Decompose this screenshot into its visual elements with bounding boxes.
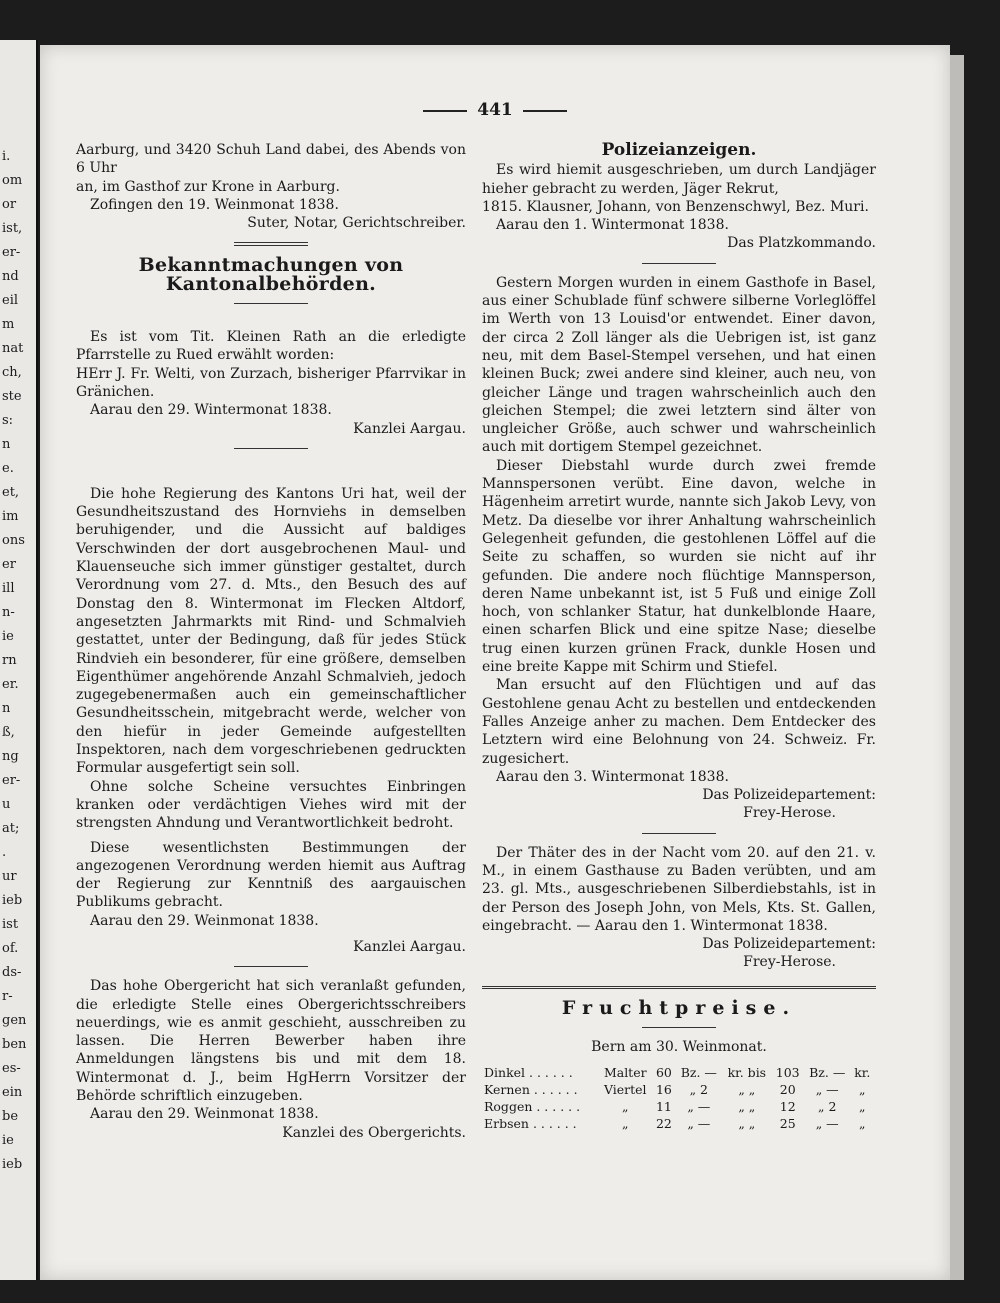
notice2-date: Aarau den 29. Weinmonat 1838. [90,912,319,929]
strip-fragment: n [2,701,11,716]
divider [642,1027,716,1028]
divider [234,303,308,304]
table-cell: „ [859,1116,866,1132]
strip-fragment: ie [2,629,14,644]
divider [234,448,308,449]
strip-fragment: or [2,197,17,212]
strip-fragment: im [2,509,19,524]
page-header [40,100,950,120]
table-cell: „ [859,1082,866,1098]
notice3-signature: Kanzlei des Obergerichts. [282,1124,466,1141]
police2-signature-2: Frey-Herose. [743,805,836,822]
police1-text: Es wird hiemit ausgeschrieben, um durch Landjäger hieher gebracht zu werden, Jäger Rekrut, [482,162,876,197]
table-cell: 25 [779,1116,796,1132]
strip-fragment: ng [2,749,19,764]
strip-fragment: rn [2,653,17,668]
strip-fragment: es- [2,1061,21,1076]
notice2-paragraph-3: Diese wesentlichsten Bestimmungen der angezogenen Verordnung werden hiemit aus Auftrag der Regierung zur Kenntniß des aargauischen Publikums gebracht. [76,839,466,911]
table-cell: „ [622,1116,629,1132]
right-column [482,141,876,1132]
strip-fragment: m [2,317,15,332]
table-cell: Bz. — [809,1065,846,1081]
strip-fragment: om [2,173,23,188]
divider [642,263,716,264]
strip-fragment: be [2,1109,19,1124]
table-cell: Viertel [603,1082,647,1098]
strip-fragment: ch, [2,365,22,380]
table-row [482,1115,874,1132]
table-cell: Malter [603,1065,647,1081]
table-cell: „ [622,1099,629,1115]
police1-date: Aarau den 1. Wintermonat 1838. [496,217,729,234]
prices-table [482,1064,874,1132]
newspaper-page [40,45,950,1280]
strip-fragment: i. [2,149,11,164]
header-dash-left [423,110,467,112]
strip-fragment: r- [2,989,13,1004]
strip-fragment: at; [2,821,20,836]
strip-fragment: e. [2,461,14,476]
strip-fragment: nat [2,341,24,356]
police1-signature: Das Platzkommando. [727,235,876,252]
police3-signature-1: Das Polizeidepartement: [702,936,876,953]
header-dash-right [523,110,567,112]
strip-fragment: nd [2,269,19,284]
table-cell: „ — [687,1116,711,1132]
table-cell: kr. bis [727,1065,767,1081]
police2-signature-1: Das Polizeidepartement: [702,787,876,804]
table-row [482,1081,874,1098]
strip-fragment: er [2,557,16,572]
table-cell: 60 [655,1065,672,1081]
divider [642,833,716,834]
adjacent-page-strip [0,40,38,1280]
police3-signature-2: Frey-Herose. [743,954,836,971]
table-cell: 103 [775,1065,800,1081]
notice2-paragraph-1: Die hohe Regierung des Kantons Uri hat, weil der Gesundheitszustand des Hornviehs in demselben beruhigender, und die Aussicht auf baldiges Verschwinden der dort ausgebrochenen Maul- und Klauenseuche sich immer günstiger gestaltet, durch Verordnung vom 27. d. Mts., den Besuch des auf Donstag den 8. Wintermonat im Flecken Altdorf, angesetzten Jahrmarkts mit Rind- und Schmalvieh gestattet, unter der Bedingung, daß für jedes Stück Rindvieh ein besonderer, für eine größere, demselben Eigenthümer angehörende Anzahl Schmalvieh, jedoch zugegebenermaßen auch ein gemeinschaftlicher Gesundheitsschein, mitgebracht werde, welcher von den hiefür in jeder Gemeinde aufgestellten Inspektoren, nach dem vorgeschriebenen gedruckten Formular ausgefertigt sein soll. [76,485,466,777]
table-cell: „ [859,1099,866,1115]
police2-paragraph-3: Man ersucht auf den Flüchtigen und auf das Gestohlene genau Acht zu bestellen und entdeckenden Falles Anzeige anher zu machen. Dem Entdecker des Letztern wird eine Belohnung von 24. Schweiz. Fr. zugesichert. [482,677,876,767]
strip-fragment: n- [2,605,15,620]
strip-fragment: ieb [2,893,23,908]
notice1-text: Es ist vom Tit. Kleinen Rath an die erledigte Pfarrstelle zu Rued erwählt worden: [76,329,466,364]
page-number: 441 [477,100,513,120]
table-cell: „ — [815,1116,839,1132]
table-cell: Bz. — [680,1065,717,1081]
strip-fragment: ist, [2,221,23,236]
prices-heading: Fruchtpreise. [561,996,797,1019]
table-cell: kr. [854,1065,871,1081]
table-cell: „ „ [738,1099,756,1115]
strip-fragment: of. [2,941,19,956]
strip-fragment: ieb [2,1157,23,1172]
prices-subheading: Bern am 30. Weinmonat. [591,1039,767,1056]
divider [234,966,308,967]
table-row [482,1098,874,1115]
strip-fragment: er- [2,245,21,260]
strip-fragment: er. [2,677,19,692]
table-cell: 20 [779,1082,796,1098]
strip-fragment: ein [2,1085,23,1100]
notice2-signature: Kanzlei Aargau. [353,938,466,955]
table-cell: „ 2 [689,1082,708,1098]
table-cell: 12 [779,1099,796,1115]
table-row [482,1064,874,1081]
notice1-person: HErr J. Fr. Welti, von Zurzach, bisheriger Pfarrvikar in Gränichen. [76,365,466,400]
strip-fragment: u [2,797,11,812]
table-cell: 22 [655,1116,672,1132]
intro-line-2: an, im Gasthof zur Krone in Aarburg. [76,178,340,195]
strip-fragment: . [2,845,7,860]
page-edge [950,55,964,1280]
police-heading: Polizeianzeigen. [601,140,757,160]
section-heading: Bekanntmachungen von Kantonalbehörden. [138,254,404,295]
police2-date: Aarau den 3. Wintermonat 1838. [496,768,729,785]
strip-fragment: er- [2,773,21,788]
table-cell: 16 [655,1082,672,1098]
strip-fragment: ie [2,1133,14,1148]
strip-fragment: et, [2,485,20,500]
table-cell: Dinkel . . . . . . [484,1065,573,1081]
strip-fragment: ist [2,917,19,932]
intro-line-1: Aarburg, und 3420 Schuh Land dabei, des Abends von 6 Uhr [76,142,466,177]
strip-fragment: eil [2,293,19,308]
notice2-paragraph-2: Ohne solche Scheine versuchtes Einbringen kranken oder verdächtigen Viehes wird mit der strengsten Ahndung und Verantwortlichkeit bedroht. [76,778,466,832]
strip-fragment: ste [2,389,22,404]
notice1-date: Aarau den 29. Wintermonat 1838. [90,402,332,419]
left-column [76,141,466,1142]
police2-paragraph-1: Gestern Morgen wurden in einem Gasthofe in Basel, aus einer Schublade fünf schwere silberne Vorleglöffel im Werth von 13 Louisd'or entwendet. Einer davon, der circa 2 Zoll länger als die Uebrigen ist, ist ganz neu, mit dem Basel-Stempel versehen, und hat einen kleinen Buck; zwei andere sind kleiner, auch neu, von gleicher Länge und tragen wahrscheinlich auch den gleichen Stempel; die zwei letztern sind älter von ungleicher Größe, auch schwer und wahrscheinlich auch mit dortigem Stempel gezeichnet. [482,274,876,456]
strip-fragment: ill [2,581,15,596]
police2-paragraph-2: Dieser Diebstahl wurde durch zwei fremde Mannspersonen verübt. Eine davon, welche in Hägenheim arretirt wurde, nannte sich Jakob Levy, von Metz. Da dieselbe vor ihrer Anhaltung wahrscheinlich Gelegenheit gefunden, die gestohlenen Löffel auf die Seite zu schaffen, so wurden sie nicht auf ihr gefunden. Die andere noch flüchtige Mannsperson, deren Name unbekannt ist, ist 5 Fuß und einige Zoll hoch, von schlanker Statur, hat dunkelblonde Haare, einen scharfen Blick und eine spitze Nase; dieselbe trug einen kurzen grünen Frack, dunkle Hosen und eine breite Kappe mit Schirm und Stiefel. [482,457,876,676]
strip-fragment: ben [2,1037,27,1052]
strip-fragment: ß, [2,725,15,740]
notice3-paragraph-1: Das hohe Obergericht hat sich veranlaßt gefunden, die erledigte Stelle eines Obergerichtsschreibers neuerdings, wie es anmit geschieht, ausschreiben zu lassen. Die Herren Bewerber haben ihre Anmeldungen längstens bis und mit dem 18. Wintermonat d. J., beim HgHerrn Vorsitzer der Behörde schriftlich einzugeben. [76,978,466,1105]
table-cell: „ — [815,1082,839,1098]
strip-fragment: ds- [2,965,22,980]
police3-text: Der Thäter des in der Nacht vom 20. auf den 21. v. M., in einem Gasthause zu Baden verübten, und am 23. gl. Mts., ausgeschriebenen Silberdiebstahls, ist in der Person des Joseph John, von Mels, Kts. St. Gallen, eingebracht. — Aarau den 1. Wintermonat 1838. [482,844,876,934]
police1-person: 1815. Klausner, Johann, von Benzenschwyl, Bez. Muri. [482,198,869,215]
strip-fragment: ons [2,533,25,548]
double-rule [482,986,876,989]
table-cell: „ — [687,1099,711,1115]
table-cell: „ „ [738,1082,756,1098]
strip-fragment: gen [2,1013,27,1028]
strip-fragment: n [2,437,11,452]
strip-fragment: s: [2,413,14,428]
table-cell: 11 [655,1099,672,1115]
table-cell: Roggen . . . . . . [484,1099,581,1115]
table-cell: Kernen . . . . . . [484,1082,578,1098]
table-cell: „ 2 [818,1099,837,1115]
notice3-date: Aarau den 29. Weinmonat 1838. [90,1106,319,1123]
notice1-signature: Kanzlei Aargau. [353,420,466,437]
intro-signature: Suter, Notar, Gerichtschreiber. [247,215,466,232]
strip-fragment: ur [2,869,17,884]
intro-date: Zofingen den 19. Weinmonat 1838. [90,196,339,213]
table-cell: Erbsen . . . . . . [484,1116,577,1132]
table-cell: „ „ [738,1116,756,1132]
section-divider [234,242,308,246]
